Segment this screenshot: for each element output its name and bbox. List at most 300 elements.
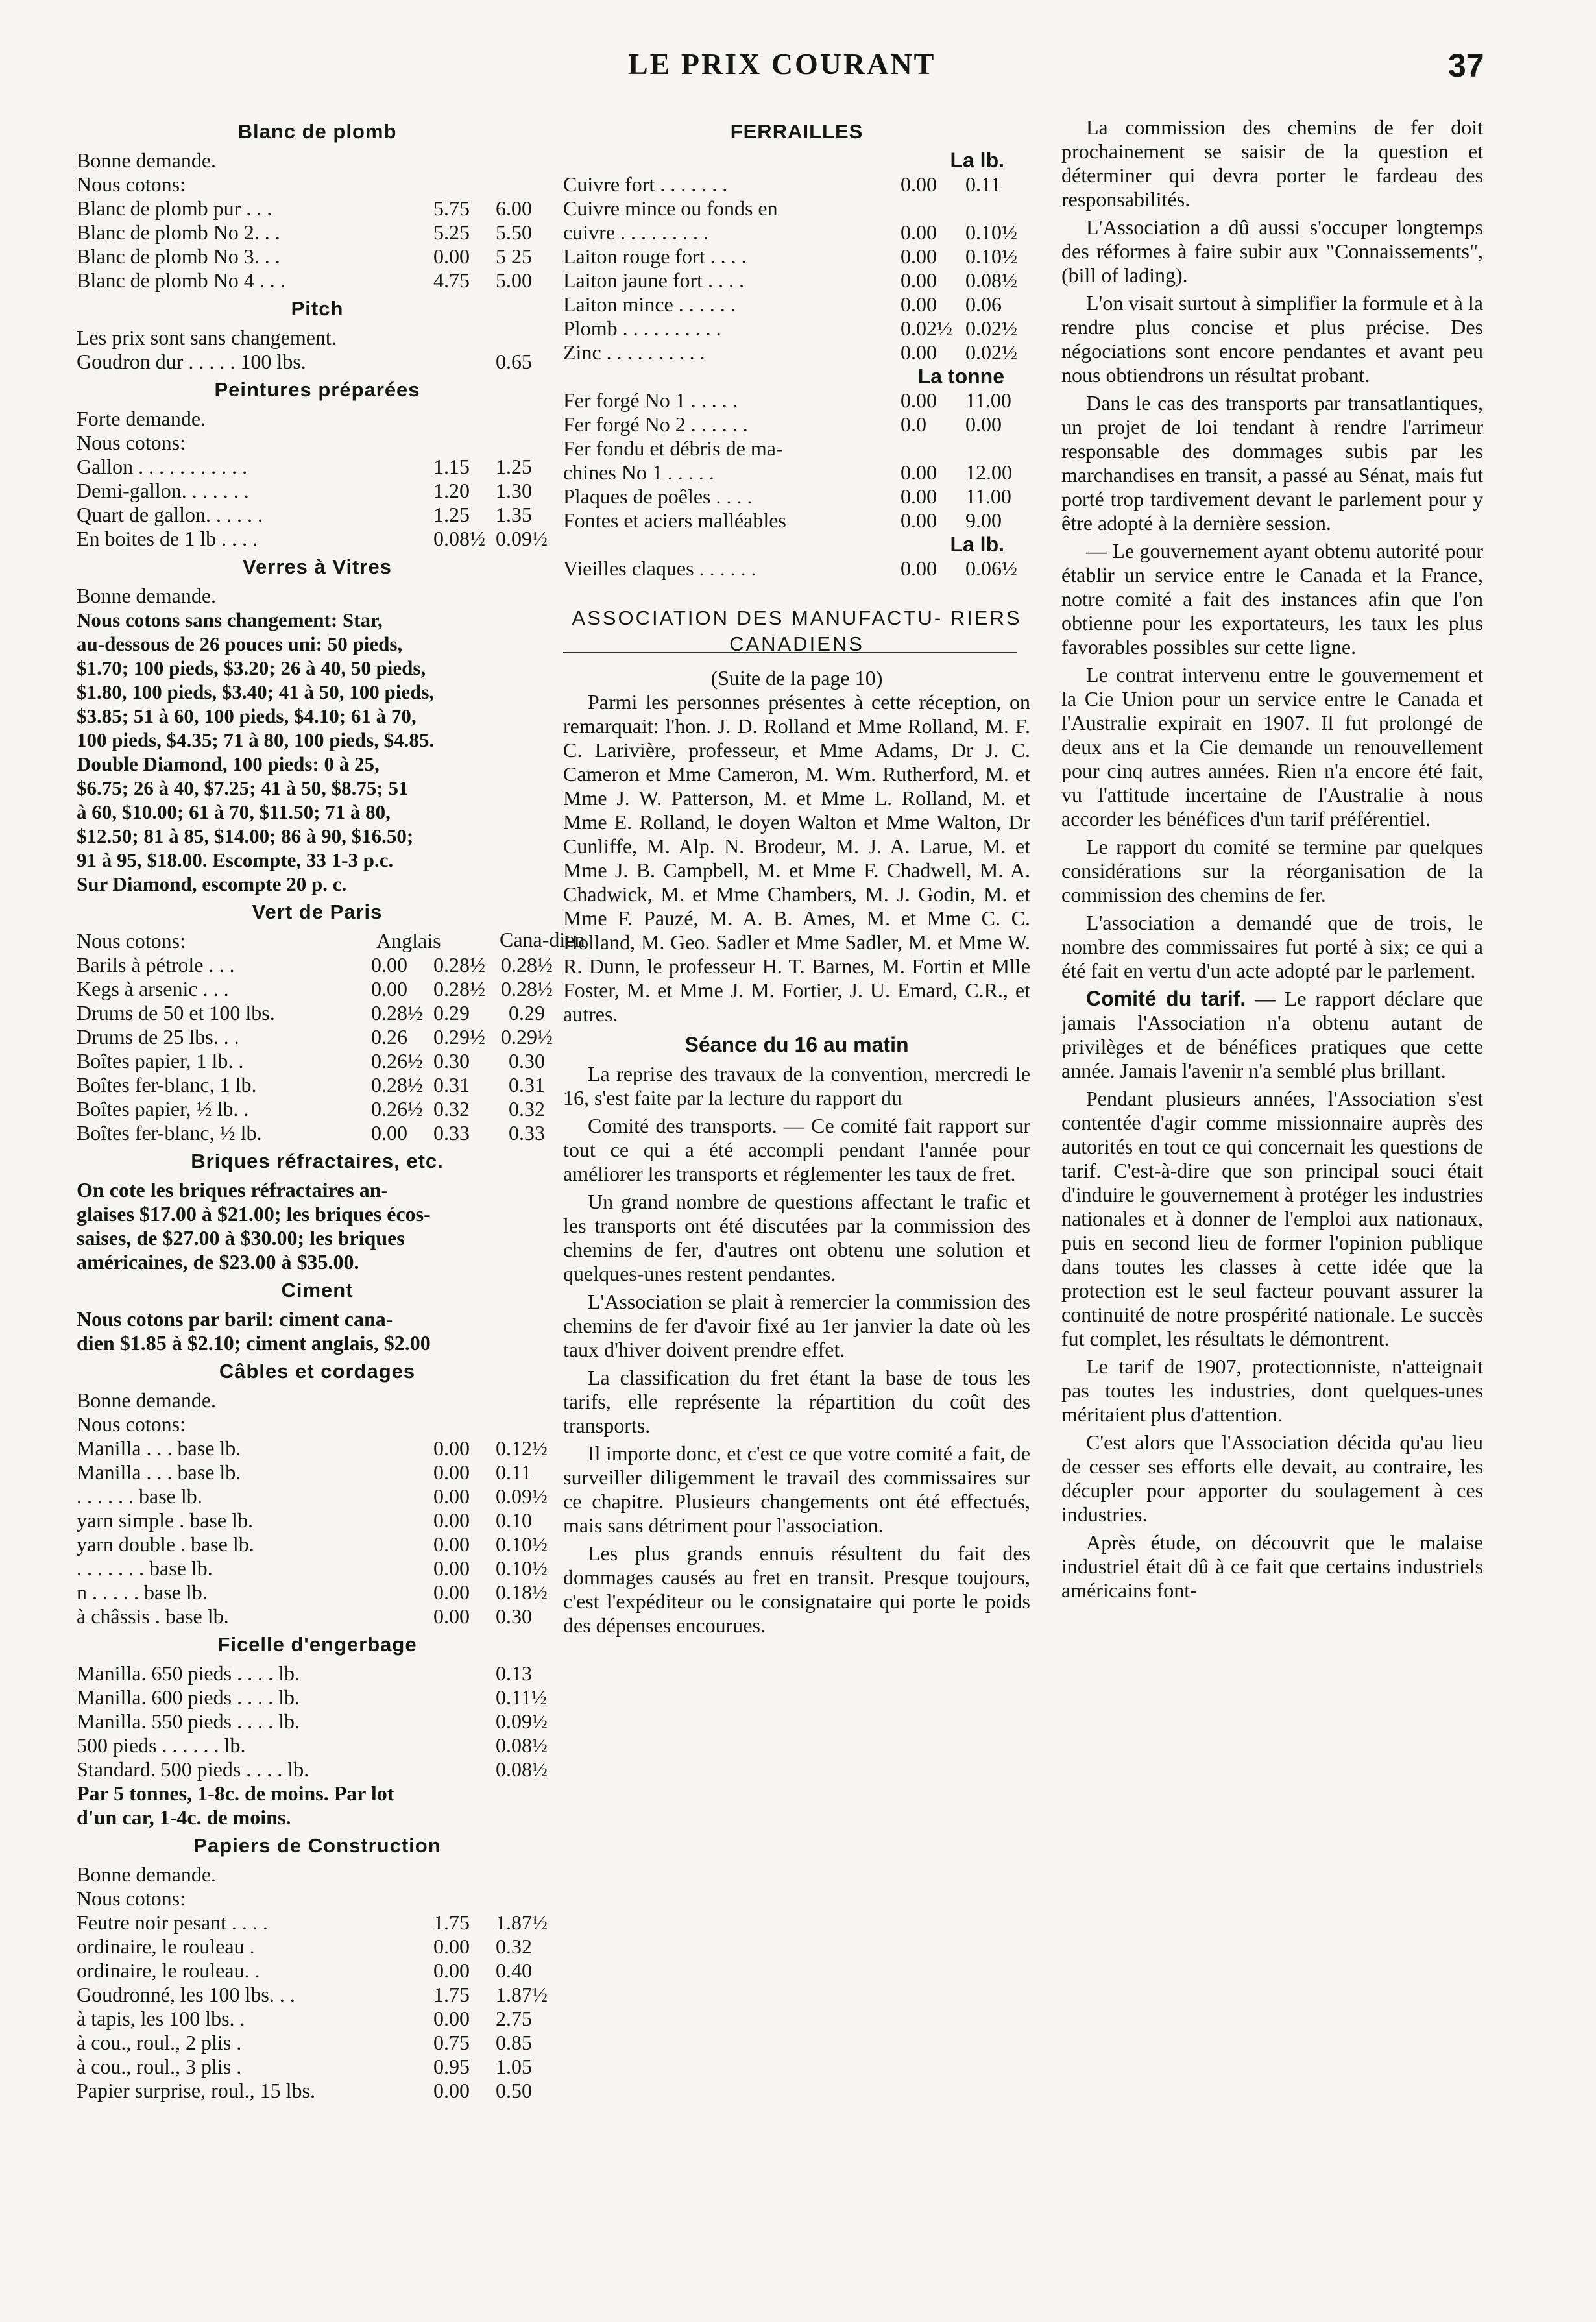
price-value: 0.31: [433, 1073, 470, 1096]
cotons-note: Nous cotons:: [77, 1412, 186, 1436]
price-list: [77, 455, 558, 551]
paragraph: — Le gouvernement ayant obtenu autorité pour établir un service entre le Canada et la France, notre comité a fait des instances afin que l'on obtienne pour les exportateurs, les taux les plus favorables possibles sur cette ligne.: [1061, 539, 1483, 659]
price-value: 0.00: [901, 389, 937, 412]
suite-note: (Suite de la page 10): [710, 666, 883, 690]
price-value: 0.40: [496, 1959, 532, 1982]
price-value: 5 25: [496, 245, 532, 268]
price-row: [77, 1911, 558, 1935]
price-value: 6.00: [496, 197, 532, 220]
table-header: [77, 928, 585, 953]
item-label: Boîtes papier, 1 lb. .: [77, 1049, 244, 1072]
ferrailles-title: FERRAILLES: [730, 120, 864, 143]
price-row: [77, 1121, 558, 1145]
comite-tarif-text: — Le rapport déclare que jamais l'Association n'a obtenu autant de privilèges et de bénéfices pratiques que cette année. Jamais l'avenir n'a semblé plus brillant.: [1061, 987, 1484, 1082]
price-value: 0.00: [433, 1436, 470, 1460]
text-line: à 60, $10.00; 61 à 70, $11.50; 71 à 80,: [77, 801, 391, 823]
text-line: $1.70; 100 pieds, $3.20; 26 à 40, 50 pieds,: [77, 657, 426, 679]
paragraph: C'est alors que l'Association décida qu'au lieu de cesser ses efforts elle devait, au contraire, les décupler pour apporter du soulagement à ces industries.: [1061, 1431, 1483, 1526]
section-title: Briques réfractaires, etc.: [191, 1150, 444, 1172]
column-prices-1: [77, 115, 585, 2103]
price-value: 1.25: [496, 455, 532, 478]
price-row: [77, 1604, 558, 1628]
price-row: [77, 953, 558, 977]
item-label: Blanc de plomb No 4 . . .: [77, 269, 285, 292]
price-value: 0.13: [496, 1662, 532, 1685]
price-row: [77, 269, 558, 293]
paragraph: L'association a demandé que de trois, le nombre des commissaires fut porté à six; ce qui a été fait en vertu d'un acte adopté par le parlement.: [1061, 911, 1483, 982]
price-value: [901, 437, 965, 461]
price-row: [77, 1532, 558, 1556]
item-label: ordinaire, le rouleau. .: [77, 1959, 260, 1982]
item-label: Boîtes fer-blanc, ½ lb.: [77, 1121, 262, 1144]
price-row: [77, 1959, 558, 1983]
price-value: 5.00: [496, 269, 532, 292]
price-row: [77, 1935, 558, 1959]
price-value: 1.87½: [496, 1983, 548, 2006]
text-line: américaines, de $23.00 à $35.00.: [77, 1250, 359, 1274]
text-line: au-dessous de 26 pouces uni: 50 pieds,: [77, 633, 403, 655]
price-row: [77, 2079, 558, 2103]
demand-note: Forte demande.: [77, 407, 206, 430]
page-number: 37: [1448, 47, 1484, 84]
price-value: 9.00: [965, 509, 1002, 532]
item-label: à châssis . base lb.: [77, 1604, 229, 1628]
price-value: 1.25: [433, 503, 470, 526]
price-value: 0.00: [901, 557, 937, 580]
price-row: [563, 245, 1030, 269]
paragraph: L'on visait surtout à simplifier la formule et à la rendre plus concise et plus précise. Des négociations sont encore pendantes et avant peu nous obtiendrons un résultat probant.: [1061, 291, 1483, 387]
item-label: Quart de gallon. . . . . .: [77, 503, 263, 526]
price-list: [77, 1436, 558, 1628]
price-list: [563, 173, 1030, 365]
price-value: 0.75: [433, 2031, 470, 2054]
price-value: 0.10: [496, 1508, 532, 1532]
text-line: Par 5 tonnes, 1-8c. de moins. Par lot: [77, 1782, 394, 1805]
demand-note: Bonne demande.: [77, 149, 217, 172]
paragraph: La reprise des travaux de la convention, mercredi le 16, s'est faite par la lecture du rapport du: [563, 1062, 1030, 1109]
price-value: 11.00: [965, 389, 1011, 412]
item-label: Kegs à arsenic . . .: [77, 977, 229, 1000]
price-row: [77, 1734, 558, 1758]
price-row: [563, 269, 1030, 293]
price-row: [77, 1508, 558, 1532]
section-title: Pitch: [291, 297, 344, 320]
price-value: 0.06: [965, 293, 1002, 316]
item-label: . . . . . . . base lb.: [77, 1556, 213, 1580]
paragraph: Le contrat intervenu entre le gouvernement et la Cie Union pour un service entre le Canada et l'Australie expirait en 1907. Il fut prolongé de deux ans et la Cie demande un renouvellement pour cinq autres années. Rien n'a encore été fait, vu l'attitude incertaine de l'Australie à nous accorder les bénéfices d'un tarif préférentiel.: [1061, 663, 1483, 830]
item-label: Barils à pétrole . . .: [77, 953, 235, 976]
header-anglais: Anglais: [376, 929, 441, 952]
price-value: 1.15: [433, 455, 470, 478]
paragraph: Parmi les personnes présentes à cette réception, on remarquait: l'hon. J. D. Rolland et Mme Rolland, M. F. C. Larivière, professeur, et Mme Adams, Dr J. C. Cameron et Mme Cameron, M. Wm. Rutherford, M. et Mme J. W. Patterson, M. et Mme L. Rolland, M. et Mme E. Rolland, le doyen Walton et Mme Walton, Dr Cunliffe, M. Alp. N. Brodeur, M. J. A. Larue, M. et Mme J. B. Campbell, M. et Mme F. Chadwell, M. A. Chadwick, M. et Mme Chambers, M. J. Godin, M. et Mme F. Pauzé, M. A. B. Ames, M. et Mme C. C. Holland, M. Geo. Sadler et Mme Sadler, M. et Mme W. R. Dunn, le professeur H. T. Barnes, M. Fortin et Mlle Foster, M. et Mme J. M. Fortier, J. U. Emard, C.R., et autres.: [563, 690, 1030, 1026]
unit-label: La tonne: [917, 365, 1004, 388]
price-value: 0.29½: [501, 1025, 553, 1048]
article-title: ASSOCIATION DES MANUFACTU- RIERS CANADIENS: [572, 607, 1022, 655]
price-row: [563, 221, 1030, 245]
paragraph: Il importe donc, et c'est ce que votre comité a fait, de surveiller diligemment le travail des commissaires sur ce chapitre. Plusieurs changements ont été effectués, mais sans détriment pour l'association.: [563, 1442, 1030, 1537]
price-row: [77, 1983, 558, 2007]
paragraph: Le rapport du comité se termine par quelques considérations sur la réorganisation de la commission des chemins de fer.: [1061, 835, 1483, 906]
price-value: 0.29: [509, 1001, 545, 1024]
price-value: 0.02½: [965, 317, 1017, 340]
cotons-note: Nous cotons:: [77, 431, 186, 454]
price-value: 0.30: [433, 1049, 470, 1072]
price-value: 0.08½: [496, 1758, 548, 1781]
price-value: 0.00: [901, 173, 937, 196]
price-value: 4.75: [433, 269, 470, 292]
price-value: 0.00: [433, 1959, 470, 1982]
paragraph: La classification du fret étant la base de tous les tarifs, elle représente la répartition du coût des transports.: [563, 1366, 1030, 1437]
price-list: [77, 1662, 558, 1782]
item-label: Fer forgé No 2 . . . . . .: [563, 413, 748, 436]
paragraph: Dans le cas des transports par transatlantiques, un projet de loi tendant à rendre l'arrimeur responsable des dommages subis par les marchandises en transit, a passé au Sénat, mais fut porté trop tardivement devant le parlement pour y être adopté à la dernière session.: [1061, 391, 1483, 535]
price-value: 11.00: [965, 485, 1011, 508]
price-value: 0.11½: [496, 1686, 547, 1709]
paragraph: La commission des chemins de fer doit prochainement se saisir de la question et déterminer qui devra porter le fardeau des responsabilités.: [1061, 115, 1483, 211]
price-value: 1.35: [496, 503, 532, 526]
price-value: [965, 197, 1030, 221]
price-list: [77, 197, 558, 293]
price-list: [77, 953, 558, 1145]
price-row: [563, 389, 1030, 413]
price-value: 0.00: [901, 269, 937, 292]
header-canadien: Cana-dien: [500, 928, 585, 951]
price-value: 1.05: [496, 2055, 532, 2078]
price-row: [77, 503, 558, 527]
price-value: 5.25: [433, 221, 470, 244]
price-row: [77, 197, 558, 221]
item-label: cuivre . . . . . . . . .: [563, 221, 708, 244]
item-label: Boîtes fer-blanc, 1 lb.: [77, 1073, 257, 1096]
item-label: Boîtes papier, ½ lb. .: [77, 1097, 249, 1120]
price-value: 0.00: [901, 509, 937, 532]
item-label: Cuivre mince ou fonds en: [563, 197, 778, 220]
price-value: 0.29: [433, 1001, 470, 1024]
price-value: 0.10½: [496, 1532, 548, 1556]
price-value: 0.00: [901, 341, 937, 364]
price-value: 0.00: [901, 293, 937, 316]
price-value: 0.00: [901, 245, 937, 268]
item-label: Manilla. 600 pieds . . . . lb.: [77, 1686, 300, 1709]
price-value: 0.06½: [965, 557, 1017, 580]
price-row: [77, 1001, 558, 1025]
price-value: 2.75: [496, 2007, 532, 2030]
price-value: 0.09½: [496, 527, 548, 550]
item-label: Demi-gallon. . . . . . .: [77, 479, 249, 502]
item-label: Laiton rouge fort . . . .: [563, 245, 747, 268]
article-paragraphs: [1061, 1087, 1483, 1602]
paragraph: Comité des transports. — Ce comité fait rapport sur tout ce qui a été accompli pendant l'année pour améliorer les transports et réglementer les taux de fret.: [563, 1114, 1030, 1185]
paragraph: Le tarif de 1907, protectionniste, n'atteignait pas toutes les industries, dont quelques-unes méritaient plus d'attention.: [1061, 1355, 1483, 1426]
price-value: 0.85: [496, 2031, 532, 2054]
price-value: 12.00: [965, 461, 1012, 484]
price-value: 0.31: [509, 1073, 545, 1096]
price-value: 0.00: [433, 1508, 470, 1532]
demand-note: Bonne demande.: [77, 1863, 217, 1886]
price-row: [563, 197, 1030, 221]
price-row: [77, 1460, 558, 1484]
item-label: En boites de 1 lb . . . .: [77, 527, 258, 550]
paragraph: L'Association a dû aussi s'occuper longtemps des réformes à faire subir aux "Connaissements", (bill of lading).: [1061, 215, 1483, 287]
price-value: 0.02½: [901, 317, 952, 340]
paragraph: Les plus grands ennuis résultent du fait des dommages causés au fret en transit. Presque toujours, c'est l'expéditeur ou le consignataire qui porte le poids des dépenses encourues.: [563, 1542, 1030, 1637]
price-value: 1.75: [433, 1911, 470, 1934]
item-label: Feutre noir pesant . . . .: [77, 1911, 269, 1934]
item-label: Vieilles claques . . . . . .: [563, 557, 756, 580]
item-label: Manilla . . . base lb.: [77, 1436, 241, 1460]
comite-tarif-label: Comité du tarif.: [1086, 987, 1246, 1010]
price-value: 0.29½: [433, 1025, 485, 1048]
price-value: 0.10½: [965, 221, 1017, 244]
item-label: Manilla. 550 pieds . . . . lb.: [77, 1710, 300, 1733]
price-value: 0.33: [433, 1121, 470, 1144]
comite-tarif-paragraph: [1061, 987, 1483, 1083]
price-row: [77, 527, 558, 551]
item-label: Goudronné, les 100 lbs. . .: [77, 1983, 295, 2006]
price-value: 0.00: [371, 1121, 407, 1144]
item-label: yarn double . base lb.: [77, 1532, 254, 1556]
price-value: 0.30: [509, 1049, 545, 1072]
price-list: [563, 557, 1030, 581]
price-value: 0.33: [509, 1121, 545, 1144]
price-value: 0.65: [496, 350, 532, 373]
price-value: 0.32: [509, 1097, 545, 1120]
paragraph: L'Association se plait à remercier la commission des chemins de fer d'avoir fixé au 1er janvier la date où les taux d'hiver doivent prendre effet.: [563, 1290, 1030, 1361]
item-label: Zinc . . . . . . . . . .: [563, 341, 705, 364]
price-value: 0.28½: [371, 1073, 423, 1096]
item-label: Plomb . . . . . . . . . .: [563, 317, 721, 340]
item-label: Fer forgé No 1 . . . . .: [563, 389, 738, 412]
text-line: On cote les briques réfractaires an-: [77, 1178, 389, 1202]
price-value: 0.00: [901, 461, 937, 484]
price-value: 0.28½: [501, 953, 553, 976]
text-lines: [77, 608, 558, 896]
price-value: [965, 437, 1030, 461]
price-value: 0.00: [433, 2007, 470, 2030]
price-value: 0.28½: [371, 1001, 423, 1024]
price-value: 0.00: [433, 1556, 470, 1580]
item-label: Drums de 50 et 100 lbs.: [77, 1001, 275, 1024]
price-value: 0.09½: [496, 1484, 548, 1508]
price-row: [77, 1710, 558, 1734]
text-lines: [77, 1782, 558, 1830]
price-row: [77, 245, 558, 269]
price-list: [77, 350, 558, 374]
text-line: 100 pieds, $4.35; 71 à 80, 100 pieds, $4.85.: [77, 729, 435, 751]
item-label: Drums de 25 lbs. . .: [77, 1025, 239, 1048]
price-row: [563, 293, 1030, 317]
price-row: [77, 1556, 558, 1580]
price-value: 1.87½: [496, 1911, 548, 1934]
article-paragraphs: [563, 1062, 1030, 1638]
price-row: [563, 413, 1030, 437]
price-value: 0.00: [371, 953, 407, 976]
price-value: 0.00: [433, 1532, 470, 1556]
item-label: ordinaire, le rouleau .: [77, 1935, 255, 1958]
paragraph: Pendant plusieurs années, l'Association s'est contentée d'agir comme missionnaire auprès des autorités en tout ce qui concernait les questions de tarif. C'est-à-dire que son principal souci était d'induire le gouvernement à protéger les industries nationales et à donner de l'emploi aux nationaux, puis en second lieu de former l'opinion publique dans toutes les classes à cette idée que la protection est le seul facteur pouvant assurer la continuité de notre prospérité nationale. Le succès fut complet, les résultats le démontrent.: [1061, 1087, 1483, 1350]
text-line: dien $1.85 à $2.10; ciment anglais, $2.00: [77, 1331, 431, 1355]
price-value: 0.28½: [433, 953, 485, 976]
price-row: [77, 1758, 558, 1782]
journal-title: LE PRIX COURANT: [628, 47, 936, 80]
text-line: d'un car, 1-4c. de moins.: [77, 1806, 291, 1829]
price-value: 0.30: [496, 1604, 532, 1628]
text-line: $12.50; 81 à 85, $14.00; 86 à 90, $16.50;: [77, 825, 414, 847]
item-label: Blanc de plomb pur . . .: [77, 197, 272, 220]
item-label: Standard. 500 pieds . . . . lb.: [77, 1758, 309, 1781]
price-value: 0.00: [433, 245, 470, 268]
price-value: 0.18½: [496, 1580, 548, 1604]
item-label: Cuivre fort . . . . . . .: [563, 173, 728, 196]
note: Les prix sont sans changement.: [77, 326, 337, 349]
price-value: 0.08½: [433, 527, 485, 550]
header-label: Nous cotons:: [77, 929, 186, 952]
text-line: 91 à 95, $18.00. Escompte, 33 1-3 p.c.: [77, 849, 394, 871]
item-label: Goudron dur . . . . . 100 lbs.: [77, 350, 306, 373]
column-2: [563, 115, 1030, 1641]
item-label: Manilla. 650 pieds . . . . lb.: [77, 1662, 300, 1685]
price-row: [563, 509, 1030, 533]
price-row: [77, 350, 558, 374]
text-line: saises, de $27.00 à $30.00; les briques: [77, 1226, 405, 1250]
price-value: 0.0: [901, 413, 926, 436]
item-label: Manilla . . . base lb.: [77, 1460, 241, 1484]
section-title: Peintures préparées: [214, 378, 420, 401]
section-title: Vert de Paris: [252, 901, 383, 923]
text-line: glaises $17.00 à $21.00; les briques écos-: [77, 1202, 431, 1226]
price-value: 5.50: [496, 221, 532, 244]
divider: [563, 652, 1017, 653]
price-value: 1.30: [496, 479, 532, 502]
item-label: Fontes et aciers malléables: [563, 509, 786, 532]
paragraph: Après étude, on découvrit que le malaise industriel était dû à ce fait que certains industriels américains font-: [1061, 1530, 1483, 1602]
price-value: 0.08½: [965, 269, 1017, 292]
price-row: [77, 977, 558, 1001]
price-value: 0.02½: [965, 341, 1017, 364]
text-lines: [77, 1307, 558, 1355]
section-title: Papiers de Construction: [193, 1834, 441, 1857]
price-row: [563, 173, 1030, 197]
price-row: [77, 221, 558, 245]
price-row: [563, 317, 1030, 341]
item-label: Papier surprise, roul., 15 lbs.: [77, 2079, 315, 2102]
price-row: [77, 1484, 558, 1508]
seance-heading: Séance du 16 au matin: [684, 1033, 909, 1056]
price-value: 0.00: [965, 413, 1002, 436]
price-value: 0.28½: [501, 977, 553, 1000]
price-value: 0.50: [496, 2079, 532, 2102]
price-row: [77, 2031, 558, 2055]
item-label: chines No 1 . . . . .: [563, 461, 714, 484]
text-line: $6.75; 26 à 40, $7.25; 41 à 50, $8.75; 51: [77, 777, 409, 799]
item-label: Blanc de plomb No 3. . .: [77, 245, 280, 268]
section-title: Ciment: [281, 1279, 354, 1301]
price-value: 0.00: [433, 1580, 470, 1604]
price-row: [77, 1686, 558, 1710]
item-label: à cou., roul., 3 plis .: [77, 2055, 242, 2078]
article-paragraphs: [563, 690, 1030, 1026]
section-title: Blanc de plomb: [237, 120, 397, 143]
item-label: Fer fondu et débris de ma-: [563, 437, 783, 460]
price-value: 0.00: [371, 977, 407, 1000]
price-value: 0.32: [496, 1935, 532, 1958]
price-row: [77, 1580, 558, 1604]
text-line: Nous cotons par baril: ciment cana-: [77, 1307, 393, 1331]
price-row: [77, 1436, 558, 1460]
price-value: 0.11: [965, 173, 1001, 196]
price-row: [77, 1073, 558, 1097]
price-row: [77, 1097, 558, 1121]
item-label: Gallon . . . . . . . . . . .: [77, 455, 248, 478]
item-label: n . . . . . base lb.: [77, 1580, 208, 1604]
price-row: [563, 485, 1030, 509]
price-value: 0.26½: [371, 1049, 423, 1072]
price-value: 0.26: [371, 1025, 407, 1048]
price-row: [563, 341, 1030, 365]
price-value: 0.00: [433, 1484, 470, 1508]
price-value: 0.26½: [371, 1097, 423, 1120]
text-line: Nous cotons sans changement: Star,: [77, 609, 383, 631]
item-label: Plaques de poêles . . . .: [563, 485, 753, 508]
price-row: [563, 437, 1030, 461]
item-label: Laiton mince . . . . . .: [563, 293, 736, 316]
unit-label: La lb.: [950, 533, 1004, 556]
price-value: 1.20: [433, 479, 470, 502]
price-value: 0.10½: [965, 245, 1017, 268]
price-row: [77, 479, 558, 503]
price-value: 0.00: [433, 1460, 470, 1484]
price-row: [77, 2007, 558, 2031]
price-value: 0.00: [901, 221, 937, 244]
item-label: yarn simple . base lb.: [77, 1508, 253, 1532]
item-label: . . . . . . base lb.: [77, 1484, 202, 1508]
price-value: 0.09½: [496, 1710, 548, 1733]
page-header: [0, 47, 1596, 92]
price-list: [563, 389, 1030, 533]
item-label: à tapis, les 100 lbs. .: [77, 2007, 245, 2030]
cotons-note: Nous cotons:: [77, 173, 186, 196]
section-title: Ficelle d'engerbage: [217, 1633, 417, 1656]
price-value: [901, 197, 965, 221]
cotons-note: Nous cotons:: [77, 1887, 186, 1910]
price-value: 0.00: [433, 2079, 470, 2102]
price-row: [77, 455, 558, 479]
text-lines: [77, 1178, 558, 1274]
price-value: 1.75: [433, 1983, 470, 2006]
price-row: [563, 461, 1030, 485]
item-label: Blanc de plomb No 2. . .: [77, 221, 280, 244]
price-row: [77, 1025, 558, 1049]
price-row: [77, 1049, 558, 1073]
price-value: 0.10½: [496, 1556, 548, 1580]
price-list: [77, 1911, 558, 2103]
price-value: 0.12½: [496, 1436, 548, 1460]
item-label: Laiton jaune fort . . . .: [563, 269, 745, 292]
item-label: 500 pieds . . . . . . lb.: [77, 1734, 246, 1757]
demand-note: Bonne demande.: [77, 584, 217, 607]
price-value: 0.32: [433, 1097, 470, 1120]
text-line: $3.85; 51 à 60, 100 pieds, $4.10; 61 à 70,: [77, 705, 417, 727]
section-title: Câbles et cordages: [219, 1360, 416, 1383]
price-value: 0.00: [901, 485, 937, 508]
demand-note: Bonne demande.: [77, 1388, 217, 1412]
price-value: 0.11: [496, 1460, 531, 1484]
text-line: Double Diamond, 100 pieds: 0 à 25,: [77, 753, 380, 775]
item-label: à cou., roul., 2 plis .: [77, 2031, 242, 2054]
paragraph: Un grand nombre de questions affectant le trafic et les transports ont été discutées par la commission des chemins de fer, d'autres ont obtenu une solution et quelques-unes restent pendantes.: [563, 1190, 1030, 1285]
price-value: 0.95: [433, 2055, 470, 2078]
text-line: $1.80, 100 pieds, $3.40; 41 à 50, 100 pieds,: [77, 681, 435, 703]
